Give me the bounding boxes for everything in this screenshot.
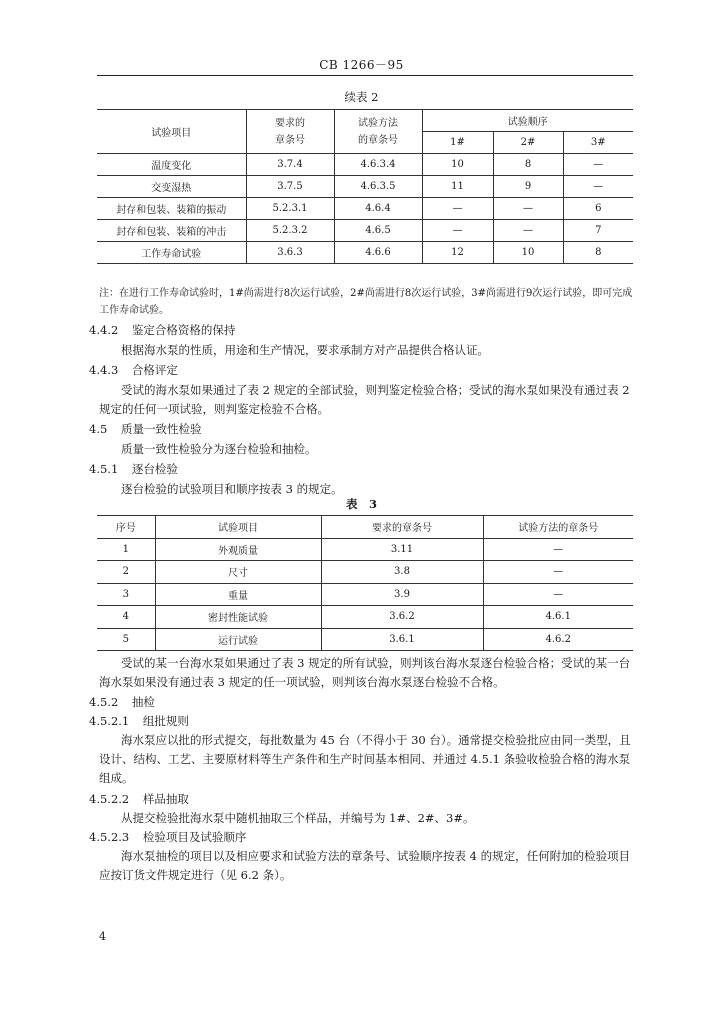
section-number: 4.5.1: [89, 462, 119, 476]
page-number: 4: [99, 930, 106, 943]
section-4-5-2-3-heading: [89, 828, 246, 847]
cell-req: 3.7.4: [246, 154, 334, 176]
section-4-4-3-heading: [89, 361, 178, 380]
table3-caption: 表 3: [345, 497, 377, 511]
cell-item: 交变湿热: [97, 176, 246, 198]
cell-item: 封存和包装、装箱的冲击: [97, 220, 246, 242]
cell-order-1: 12: [422, 242, 493, 264]
cell-method: 4.6.3.5: [334, 176, 422, 198]
table-row: [97, 628, 633, 651]
table-row: [97, 538, 633, 561]
cell-item: 运行试验: [155, 628, 321, 651]
table-row: [97, 220, 633, 242]
section-4-5-2-1-heading: [89, 712, 189, 731]
section-4-5-heading: [89, 420, 201, 439]
cell-req: 3.8: [321, 561, 483, 584]
col-header-item: 试验项目: [97, 110, 246, 154]
cell-item: 工作寿命试验: [97, 242, 246, 264]
document-code: CB 1266－95: [319, 58, 404, 72]
cell-req: 3.9: [321, 583, 483, 606]
section-number: 4.5.2.1: [89, 714, 130, 728]
cell-method: 4.6.2: [483, 628, 633, 651]
cell-req: 5.2.3.1: [246, 198, 334, 220]
col-header-sample-1: 1#: [422, 132, 493, 154]
cell-order-1: 10: [422, 154, 493, 176]
cell-method: —: [483, 561, 633, 584]
cell-req: 3.6.2: [321, 606, 483, 629]
cell-order-1: —: [422, 220, 493, 242]
section-4-5-body: 质量一致性检验分为逐台检验和抽检。: [121, 442, 317, 456]
cell-item: 重量: [155, 583, 321, 606]
section-4-5-2-2-body: 从提交检验批海水泵中随机抽取三个样品，并编号为 1#、2#、3#。: [121, 811, 475, 825]
cell-order-1: —: [422, 198, 493, 220]
section-4-5-2-3-body: 海水泵抽检的项目以及相应要求和试验方法的章条号、试验顺序按表 4 的规定，任何附加的检验项目应按订货文件规定进行（见 6.2 条）。: [99, 849, 631, 882]
section-title: 合格评定: [131, 363, 178, 377]
section-number: 4.4.2: [89, 323, 119, 337]
section-4-5-1-body: 逐台检验的试验项目和顺序按表 3 的规定。: [121, 482, 343, 496]
table2-caption: 续表 2: [344, 90, 379, 104]
cell-method: 4.6.4: [334, 198, 422, 220]
cell-no: 3: [97, 583, 155, 606]
cell-order-3: 7: [563, 220, 633, 242]
cell-req: 3.11: [321, 538, 483, 561]
cell-no: 4: [97, 606, 155, 629]
cell-no: 5: [97, 628, 155, 651]
section-number: 4.5.2.2: [89, 792, 130, 806]
table-row: [97, 198, 633, 220]
table-row: [97, 606, 633, 629]
section-title: 逐台检验: [131, 462, 178, 476]
cell-item: 温度变化: [97, 154, 246, 176]
cell-order-2: 8: [493, 154, 563, 176]
cell-method: 4.6.1: [483, 606, 633, 629]
cell-no: 2: [97, 561, 155, 584]
table-3: [97, 515, 633, 651]
cell-item: 外观质量: [155, 538, 321, 561]
section-4-4-3-body: 受试的海水泵如果通过了表 2 规定的全部试验，则判鉴定检验合格；受试的海水泵如果没有通过表 2 规定的任何一项试验，则判鉴定检验不合格。: [99, 383, 630, 416]
cell-method: —: [483, 538, 633, 561]
section-title: 鉴定合格资格的保持: [131, 323, 236, 337]
cell-method: —: [483, 583, 633, 606]
section-title: 组批规则: [142, 714, 189, 728]
cell-req: 5.2.3.2: [246, 220, 334, 242]
col-header-req: 要求的 章条号: [246, 110, 334, 154]
cell-order-2: —: [493, 220, 563, 242]
table-row: [97, 176, 633, 198]
cell-order-2: 10: [493, 242, 563, 264]
cell-req: 3.6.3: [246, 242, 334, 264]
col-header-no: 序号: [97, 516, 155, 539]
col-header-method: 试验方法 的章条号: [334, 110, 422, 154]
cell-order-3: 6: [563, 198, 633, 220]
header-rule: [97, 75, 633, 76]
section-4-4-2-body: 根据海水泵的性质，用途和生产情况，要求承制方对产品提供合格认证。: [121, 343, 489, 357]
cell-order-3: 8: [563, 242, 633, 264]
section-title: 检验项目及试验顺序: [142, 830, 247, 844]
section-number: 4.4.3: [89, 363, 119, 377]
col-header-sample-3: 3#: [563, 132, 633, 154]
cell-method: 4.6.5: [334, 220, 422, 242]
cell-order-2: —: [493, 198, 563, 220]
cell-item: 封存和包装、装箱的振动: [97, 198, 246, 220]
cell-order-3: —: [563, 154, 633, 176]
section-number: 4.5.2: [89, 695, 119, 709]
cell-req: 3.7.5: [246, 176, 334, 198]
col-header-req: 要求的章条号: [321, 516, 483, 539]
section-title: 抽检: [131, 695, 155, 709]
cell-method: 4.6.6: [334, 242, 422, 264]
table-row: [97, 242, 633, 264]
cell-item: 尺寸: [155, 561, 321, 584]
table-row: [97, 154, 633, 176]
section-4-5-1-heading: [89, 460, 178, 479]
table-row: [97, 561, 633, 584]
table3-result-paragraph: 受试的某一台海水泵如果通过了表 3 规定的所有试验，则判该台海水泵逐台检验合格；受试的某一台海水泵如果没有通过表 3 规定的任一项试验，则判该台海水泵逐台检验不合格。: [99, 656, 631, 689]
cell-order-1: 11: [422, 176, 493, 198]
section-number: 4.5.2.3: [89, 830, 130, 844]
col-header-method: 试验方法的章条号: [483, 516, 633, 539]
section-title: 质量一致性检验: [120, 422, 202, 436]
table2-note: 注：在进行工作寿命试验时，1#尚需进行8次运行试验，2#尚需进行8次运行试验，3#尚需进行9次运行试验，即可完成工作寿命试验。: [99, 288, 633, 316]
col-header-order: 试验顺序: [422, 110, 633, 132]
section-title: 样品抽取: [142, 792, 189, 806]
cell-order-3: —: [563, 176, 633, 198]
section-4-5-2-2-heading: [89, 790, 189, 809]
cell-item: 密封性能试验: [155, 606, 321, 629]
table-row: [97, 583, 633, 606]
cell-method: 4.6.3.4: [334, 154, 422, 176]
cell-order-2: 9: [493, 176, 563, 198]
section-number: 4.5: [89, 422, 108, 436]
section-4-5-2-heading: [89, 693, 155, 712]
cell-no: 1: [97, 538, 155, 561]
section-4-4-2-heading: [89, 321, 235, 340]
table-2-continued: [97, 109, 633, 264]
section-4-5-2-1-body: 海水泵应以批的形式提交，每批数量为 45 台（不得小于 30 台）。通常提交检验批应由同一类型，且设计、结构、工艺、主要原材料等生产条件和生产时间基本相同、并通过 4.5.1 条验收检验合格的海水泵组成。: [99, 733, 631, 785]
col-header-item: 试验项目: [155, 516, 321, 539]
cell-req: 3.6.1: [321, 628, 483, 651]
col-header-sample-2: 2#: [493, 132, 563, 154]
